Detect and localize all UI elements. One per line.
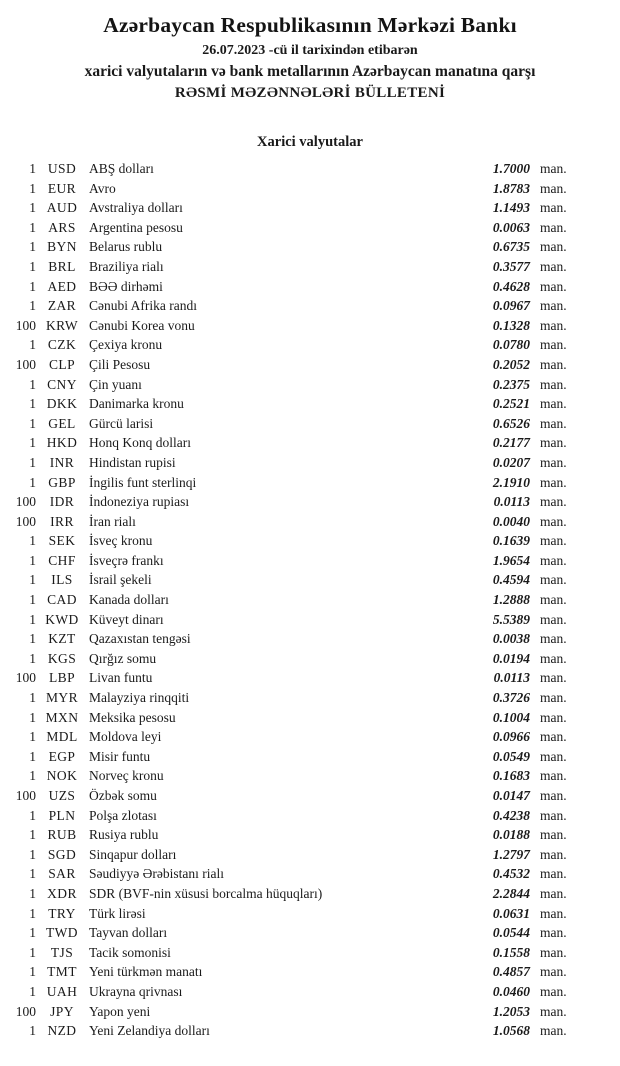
row-currency-code: MDL — [46, 729, 78, 745]
row-quantity: 1 — [29, 905, 36, 921]
row-unit-label: man. — [540, 788, 567, 803]
row-currency-name: İsveçrə frankı — [89, 552, 164, 568]
row-currency-name: Qırğız somu — [89, 650, 157, 666]
row-currency-code: ILS — [51, 572, 73, 588]
row-rate-value: 0.0063 — [492, 219, 530, 235]
row-quantity: 1 — [29, 983, 36, 999]
row-unit-label: man. — [540, 748, 567, 764]
row-currency-code: INR — [49, 454, 75, 470]
rate-row — [0, 355, 620, 375]
row-currency-code: IDR — [49, 494, 75, 510]
row-rate-value: 0.0966 — [492, 729, 530, 745]
rate-row — [0, 884, 620, 904]
row-currency-name: Honq Konq dolları — [89, 435, 191, 451]
rate-row — [0, 923, 620, 943]
row-currency-code: DKK — [46, 396, 78, 412]
row-rate-value: 0.0780 — [492, 337, 530, 353]
row-currency-code: IRR — [50, 513, 74, 529]
rate-row — [0, 727, 620, 747]
row-rate-value: 1.2888 — [492, 592, 530, 608]
row-unit-label: man. — [540, 670, 567, 686]
row-quantity: 1 — [29, 376, 36, 392]
row-quantity: 1 — [29, 161, 36, 176]
rate-row — [0, 414, 620, 434]
row-quantity: 1 — [29, 572, 36, 588]
row-quantity: 1 — [29, 827, 36, 843]
rate-row — [0, 198, 620, 218]
row-currency-code: AUD — [46, 200, 78, 216]
row-unit-label: man. — [540, 552, 567, 568]
row-unit-label: man. — [540, 611, 567, 627]
row-currency-code: ZAR — [47, 298, 77, 314]
row-quantity: 1 — [29, 866, 36, 882]
row-currency-code: EGP — [48, 748, 76, 764]
effective-date-line: 26.07.2023 -cü il tarixindən etibarən — [202, 43, 418, 58]
row-unit-label: man. — [540, 278, 567, 294]
row-rate-value: 1.2053 — [492, 1003, 530, 1019]
rate-row — [0, 473, 620, 493]
row-unit-label: man. — [540, 709, 567, 725]
rate-row — [0, 375, 620, 395]
row-quantity: 100 — [15, 670, 36, 686]
rate-row — [0, 159, 620, 179]
rate-row — [0, 668, 620, 688]
rate-row — [0, 1002, 620, 1022]
row-rate-value: 0.0967 — [492, 298, 530, 314]
rate-row — [0, 708, 620, 728]
row-currency-code: RUB — [47, 827, 77, 843]
row-currency-name: Tayvan dolları — [89, 925, 168, 941]
row-currency-code: PLN — [48, 807, 76, 823]
row-rate-value: 0.4532 — [492, 866, 530, 882]
row-rate-value: 0.0544 — [492, 925, 530, 941]
row-unit-label: man. — [540, 690, 567, 706]
row-currency-code: KZT — [48, 631, 76, 647]
rate-row — [0, 845, 620, 865]
rate-row — [0, 335, 620, 355]
rate-row — [0, 864, 620, 884]
row-currency-name: Ukrayna qrivnası — [89, 983, 183, 999]
row-currency-code: HKD — [46, 435, 78, 451]
row-rate-value: 2.2844 — [492, 885, 530, 901]
row-rate-value: 1.8783 — [492, 180, 530, 196]
rate-row — [0, 629, 620, 649]
row-currency-name: SDR (BVF-nin xüsusi borcalma hüquqları) — [89, 885, 323, 901]
row-quantity: 1 — [29, 258, 36, 274]
row-unit-label: man. — [540, 631, 567, 647]
row-rate-value: 0.2521 — [492, 396, 530, 412]
row-unit-label: man. — [540, 415, 567, 431]
row-currency-code: BRL — [48, 258, 76, 274]
row-currency-name: Kanada dolları — [89, 592, 169, 608]
row-currency-code: TJS — [50, 944, 74, 960]
row-quantity: 100 — [15, 513, 36, 529]
row-currency-name: Küveyt dinarı — [89, 611, 164, 627]
row-rate-value: 0.0631 — [492, 905, 530, 921]
row-currency-code: CHF — [48, 552, 76, 568]
row-currency-name: BƏƏ dirhəmi — [89, 278, 163, 294]
row-quantity: 1 — [29, 650, 36, 666]
row-rate-value: 5.5389 — [492, 611, 530, 627]
rate-row — [0, 531, 620, 551]
row-unit-label: man. — [540, 513, 567, 529]
row-rate-value: 0.3726 — [492, 690, 530, 706]
row-unit-label: man. — [540, 376, 567, 392]
row-quantity: 1 — [29, 239, 36, 255]
row-rate-value: 0.0040 — [492, 513, 530, 529]
row-unit-label: man. — [540, 298, 567, 314]
row-unit-label: man. — [540, 239, 567, 255]
rate-row — [0, 277, 620, 297]
rate-row — [0, 766, 620, 786]
row-quantity: 100 — [15, 356, 36, 372]
row-quantity: 1 — [29, 631, 36, 647]
section-title-foreign-currencies: Xarici valyutalar — [257, 134, 363, 150]
row-currency-name: İndoneziya rupiası — [89, 494, 190, 510]
row-currency-code: CAD — [47, 592, 77, 608]
row-rate-value: 0.0460 — [492, 983, 530, 999]
row-quantity: 100 — [15, 317, 36, 333]
rate-row — [0, 237, 620, 257]
rate-row — [0, 433, 620, 453]
row-rate-value: 1.7000 — [492, 161, 530, 176]
row-quantity: 1 — [29, 396, 36, 412]
row-unit-label: man. — [540, 572, 567, 588]
row-rate-value: 0.0549 — [492, 748, 530, 764]
rate-row — [0, 512, 620, 532]
row-rate-value: 0.1683 — [492, 768, 530, 784]
row-unit-label: man. — [540, 258, 567, 274]
row-currency-code: ARS — [48, 219, 76, 235]
rate-row — [0, 943, 620, 963]
row-unit-label: man. — [540, 964, 567, 980]
row-currency-name: Rusiya rublu — [89, 827, 159, 843]
row-currency-name: Argentina pesosu — [89, 219, 183, 235]
row-unit-label: man. — [540, 905, 567, 921]
row-rate-value: 0.2177 — [492, 435, 530, 451]
row-currency-name: Çexiya kronu — [89, 337, 163, 353]
row-rate-value: 0.6735 — [492, 239, 530, 255]
rate-row — [0, 179, 620, 199]
row-currency-name: Türk lirəsi — [89, 905, 146, 921]
row-unit-label: man. — [540, 317, 567, 333]
row-quantity: 1 — [29, 709, 36, 725]
rate-row — [0, 962, 620, 982]
row-quantity: 1 — [29, 846, 36, 862]
row-currency-code: UZS — [48, 788, 76, 803]
row-rate-value: 0.6526 — [492, 415, 530, 431]
row-currency-code: KWD — [45, 611, 79, 627]
document-header — [0, 0, 620, 101]
row-currency-name: İsveç kronu — [89, 533, 153, 549]
row-unit-label: man. — [540, 944, 567, 960]
row-rate-value: 0.1639 — [492, 533, 530, 549]
row-currency-name: Gürcü larisi — [89, 415, 154, 431]
row-currency-name: Yeni Zelandiya dolları — [89, 1023, 210, 1039]
row-unit-label: man. — [540, 650, 567, 666]
rate-row — [0, 688, 620, 708]
row-rate-value: 1.9654 — [492, 552, 530, 568]
row-currency-code: CZK — [47, 337, 77, 353]
row-currency-name: İran rialı — [89, 513, 136, 529]
rate-row — [0, 570, 620, 590]
rate-row — [0, 904, 620, 924]
row-currency-code: CLP — [49, 356, 75, 372]
row-rate-value: 0.1328 — [492, 317, 530, 333]
row-unit-label: man. — [540, 396, 567, 412]
row-rate-value: 0.4857 — [492, 964, 530, 980]
row-currency-name: Misir funtu — [89, 748, 151, 764]
rate-row — [0, 786, 620, 806]
row-currency-code: GEL — [48, 415, 76, 431]
row-rate-value: 0.0113 — [493, 670, 530, 686]
rate-row — [0, 825, 620, 845]
row-rate-value: 0.0207 — [492, 454, 530, 470]
subtitle-line: xarici valyutaların və bank metallarının Azərbaycan manatına qarşı — [84, 63, 536, 80]
row-currency-code: KRW — [46, 317, 78, 333]
row-currency-code: MYR — [46, 690, 78, 706]
row-quantity: 1 — [29, 278, 36, 294]
row-currency-name: Tacik somonisi — [89, 944, 171, 960]
row-rate-value: 1.2797 — [492, 846, 530, 862]
row-unit-label: man. — [540, 925, 567, 941]
row-unit-label: man. — [540, 846, 567, 862]
row-quantity: 1 — [29, 337, 36, 353]
row-rate-value: 0.1558 — [492, 944, 530, 960]
row-currency-name: Moldova leyi — [89, 729, 162, 745]
row-unit-label: man. — [540, 1003, 567, 1019]
rate-row — [0, 806, 620, 826]
row-rate-value: 0.0147 — [492, 788, 530, 803]
row-rate-value: 0.4594 — [492, 572, 530, 588]
bulletin-title: RƏSMİ MƏZƏNNƏLƏRİ BÜLLETENİ — [174, 85, 446, 101]
rate-row — [0, 1021, 620, 1041]
row-quantity: 1 — [29, 964, 36, 980]
row-currency-name: Danimarka kronu — [89, 396, 184, 412]
row-currency-code: TRY — [48, 905, 76, 921]
row-unit-label: man. — [540, 827, 567, 843]
row-currency-code: TWD — [46, 925, 78, 941]
row-currency-code: KGS — [47, 650, 77, 666]
row-rate-value: 0.0038 — [492, 631, 530, 647]
row-currency-name: Özbək somu — [89, 788, 157, 803]
bank-title: Azərbaycan Respublikasının Mərkəzi Bankı — [103, 13, 517, 37]
row-quantity: 1 — [29, 200, 36, 216]
row-currency-code: SGD — [47, 846, 77, 862]
row-unit-label: man. — [540, 768, 567, 784]
row-currency-code: XDR — [47, 885, 77, 901]
row-rate-value: 0.4238 — [492, 807, 530, 823]
row-unit-label: man. — [540, 200, 567, 216]
row-unit-label: man. — [540, 729, 567, 745]
row-quantity: 1 — [29, 690, 36, 706]
row-unit-label: man. — [540, 1023, 567, 1039]
row-currency-name: Hindistan rupisi — [89, 454, 176, 470]
row-currency-code: GBP — [48, 474, 76, 490]
row-quantity: 1 — [29, 592, 36, 608]
row-currency-code: LBP — [49, 670, 75, 686]
rate-row — [0, 257, 620, 277]
row-unit-label: man. — [540, 219, 567, 235]
row-currency-name: Meksika pesosu — [89, 709, 176, 725]
row-unit-label: man. — [540, 866, 567, 882]
row-unit-label: man. — [540, 161, 567, 176]
row-quantity: 1 — [29, 454, 36, 470]
row-quantity: 100 — [15, 1003, 36, 1019]
row-currency-name: Sinqapur dolları — [89, 846, 177, 862]
row-currency-name: Malayziya rinqqiti — [89, 690, 190, 706]
row-currency-code: JPY — [50, 1003, 74, 1019]
row-currency-name: Cənubi Afrika randı — [89, 298, 197, 314]
row-rate-value: 0.4628 — [492, 278, 530, 294]
row-rate-value: 0.1004 — [492, 709, 530, 725]
row-currency-code: EUR — [47, 180, 77, 196]
row-currency-code: TMT — [47, 964, 77, 980]
row-currency-name: Çili Pesosu — [89, 356, 151, 372]
row-currency-name: Braziliya rialı — [89, 258, 164, 274]
row-currency-code: CNY — [47, 376, 77, 392]
row-currency-name: Livan funtu — [89, 670, 153, 686]
row-rate-value: 0.3577 — [492, 258, 530, 274]
row-unit-label: man. — [540, 885, 567, 901]
row-unit-label: man. — [540, 592, 567, 608]
row-unit-label: man. — [540, 180, 567, 196]
row-currency-code: AED — [47, 278, 77, 294]
row-quantity: 1 — [29, 474, 36, 490]
rate-row — [0, 218, 620, 238]
row-unit-label: man. — [540, 533, 567, 549]
rate-row — [0, 747, 620, 767]
row-quantity: 1 — [29, 219, 36, 235]
row-unit-label: man. — [540, 435, 567, 451]
rates-table — [0, 159, 620, 1041]
row-unit-label: man. — [540, 454, 567, 470]
rate-row — [0, 590, 620, 610]
rate-row — [0, 316, 620, 336]
row-rate-value: 1.1493 — [492, 200, 530, 216]
rate-row — [0, 453, 620, 473]
rate-row — [0, 610, 620, 630]
row-rate-value: 1.0568 — [492, 1023, 530, 1039]
row-currency-code: UAH — [46, 983, 78, 999]
row-rate-value: 0.2375 — [492, 376, 530, 392]
row-quantity: 1 — [29, 925, 36, 941]
row-unit-label: man. — [540, 983, 567, 999]
row-unit-label: man. — [540, 474, 567, 490]
row-currency-code: NOK — [46, 768, 78, 784]
row-quantity: 1 — [29, 729, 36, 745]
row-quantity: 1 — [29, 415, 36, 431]
row-rate-value: 0.0194 — [492, 650, 530, 666]
row-currency-code: MXN — [45, 709, 79, 725]
row-unit-label: man. — [540, 337, 567, 353]
row-currency-name: Polşa zlotası — [89, 807, 157, 823]
rate-row — [0, 551, 620, 571]
row-currency-name: Norveç kronu — [89, 768, 164, 784]
row-currency-name: Səudiyyə Ərəbistanı rialı — [89, 866, 224, 882]
row-quantity: 1 — [29, 768, 36, 784]
rate-row — [0, 649, 620, 669]
row-quantity: 1 — [29, 298, 36, 314]
row-currency-name: Qazaxıstan tengəsi — [89, 631, 191, 647]
row-currency-code: BYN — [47, 239, 77, 255]
row-quantity: 100 — [15, 494, 36, 510]
rate-row — [0, 982, 620, 1002]
row-quantity: 100 — [15, 788, 36, 803]
row-currency-name: Avstraliya dolları — [89, 200, 183, 216]
row-currency-code: NZD — [47, 1023, 77, 1039]
row-currency-name: Cənubi Korea vonu — [89, 317, 195, 333]
row-currency-code: USD — [47, 161, 77, 176]
row-unit-label: man. — [540, 494, 567, 510]
rate-row — [0, 394, 620, 414]
row-rate-value: 0.0188 — [492, 827, 530, 843]
row-currency-name: Yapon yeni — [89, 1003, 151, 1019]
rate-row — [0, 296, 620, 316]
row-rate-value: 0.0113 — [493, 494, 530, 510]
row-currency-name: İsrail şekeli — [89, 572, 152, 588]
row-currency-name: Belarus rublu — [89, 239, 163, 255]
row-unit-label: man. — [540, 807, 567, 823]
row-rate-value: 2.1910 — [492, 474, 530, 490]
row-quantity: 1 — [29, 1023, 36, 1039]
row-currency-name: Avro — [89, 180, 116, 196]
row-rate-value: 0.2052 — [492, 356, 530, 372]
row-quantity: 1 — [29, 435, 36, 451]
row-currency-code: SAR — [48, 866, 76, 882]
row-quantity: 1 — [29, 180, 36, 196]
row-currency-name: ABŞ dolları — [89, 161, 154, 176]
row-quantity: 1 — [29, 611, 36, 627]
row-quantity: 1 — [29, 533, 36, 549]
row-quantity: 1 — [29, 885, 36, 901]
row-quantity: 1 — [29, 552, 36, 568]
row-quantity: 1 — [29, 944, 36, 960]
row-currency-name: İngilis funt sterlinqi — [89, 474, 197, 490]
row-unit-label: man. — [540, 356, 567, 372]
row-quantity: 1 — [29, 748, 36, 764]
row-currency-name: Yeni türkmən manatı — [89, 964, 203, 980]
row-quantity: 1 — [29, 807, 36, 823]
row-currency-name: Çin yuanı — [89, 376, 142, 392]
row-currency-code: SEK — [48, 533, 76, 549]
rate-row — [0, 492, 620, 512]
